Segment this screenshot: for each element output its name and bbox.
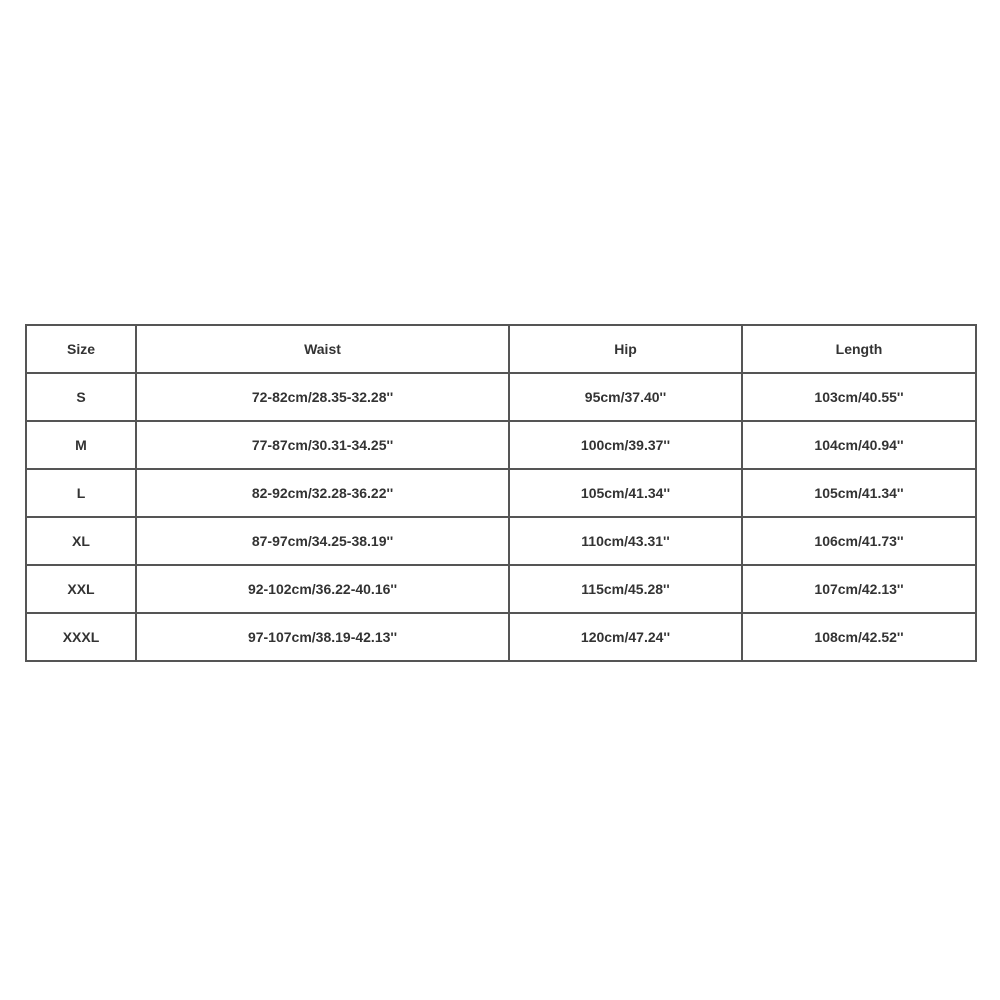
table-row <box>26 565 976 613</box>
header-waist: Waist <box>136 325 509 373</box>
header-length: Length <box>742 325 976 373</box>
header-size: Size <box>26 325 136 373</box>
cell-waist: 92-102cm/36.22-40.16'' <box>136 565 509 613</box>
size-chart-body <box>26 373 976 661</box>
cell-hip: 115cm/45.28'' <box>509 565 742 613</box>
size-chart-table <box>25 324 977 662</box>
header-row <box>26 325 976 373</box>
cell-hip: 105cm/41.34'' <box>509 469 742 517</box>
cell-hip: 110cm/43.31'' <box>509 517 742 565</box>
table-row <box>26 373 976 421</box>
cell-hip: 95cm/37.40'' <box>509 373 742 421</box>
cell-waist: 82-92cm/32.28-36.22'' <box>136 469 509 517</box>
cell-length: 103cm/40.55'' <box>742 373 976 421</box>
cell-waist: 77-87cm/30.31-34.25'' <box>136 421 509 469</box>
cell-length: 107cm/42.13'' <box>742 565 976 613</box>
table-row <box>26 517 976 565</box>
cell-size: XXL <box>26 565 136 613</box>
cell-size: XXXL <box>26 613 136 661</box>
table-row <box>26 469 976 517</box>
cell-waist: 87-97cm/34.25-38.19'' <box>136 517 509 565</box>
cell-size: S <box>26 373 136 421</box>
cell-hip: 120cm/47.24'' <box>509 613 742 661</box>
size-chart-header <box>26 325 976 373</box>
cell-length: 104cm/40.94'' <box>742 421 976 469</box>
header-hip: Hip <box>509 325 742 373</box>
cell-size: XL <box>26 517 136 565</box>
cell-length: 106cm/41.73'' <box>742 517 976 565</box>
cell-waist: 97-107cm/38.19-42.13'' <box>136 613 509 661</box>
cell-size: L <box>26 469 136 517</box>
cell-size: M <box>26 421 136 469</box>
table-row <box>26 613 976 661</box>
cell-waist: 72-82cm/28.35-32.28'' <box>136 373 509 421</box>
cell-hip: 100cm/39.37'' <box>509 421 742 469</box>
table-row <box>26 421 976 469</box>
cell-length: 108cm/42.52'' <box>742 613 976 661</box>
cell-length: 105cm/41.34'' <box>742 469 976 517</box>
